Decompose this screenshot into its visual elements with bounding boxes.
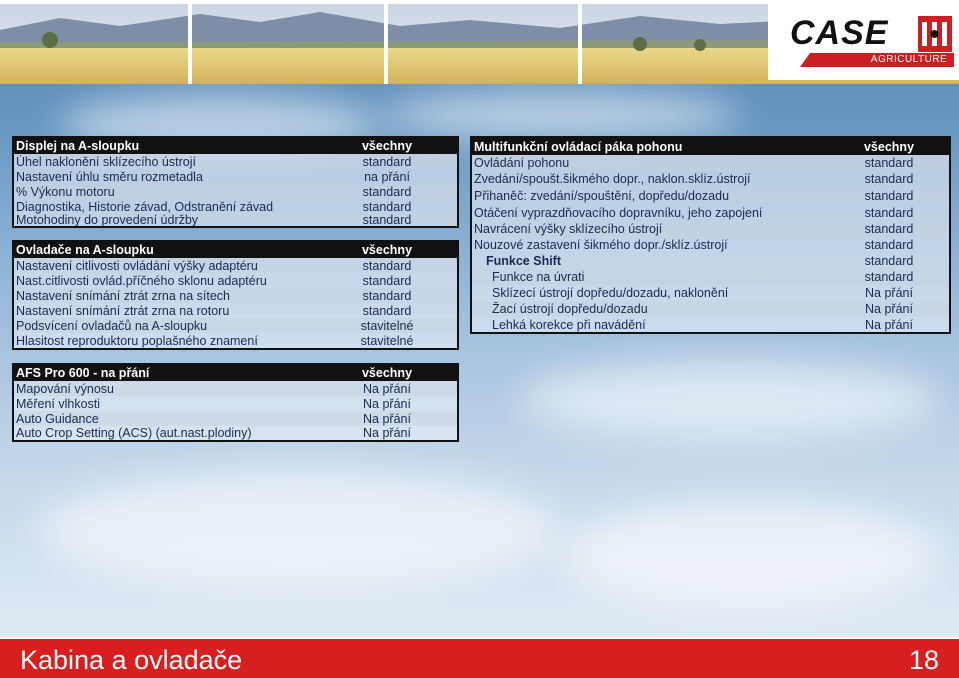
table-row — [472, 171, 949, 187]
row-label: Mapování výnosu — [16, 381, 114, 396]
table-row — [14, 303, 457, 318]
row-value: standard — [864, 172, 914, 186]
row-label: Auto Guidance — [16, 411, 99, 426]
table-row — [14, 199, 457, 214]
table-row — [472, 221, 949, 237]
subheader-value: standard — [864, 254, 914, 268]
case-ih-logo — [768, 4, 959, 80]
row-label: % Výkonu motoru — [16, 184, 115, 199]
row-label: Nastavení snímání ztrát zrna na rotoru — [16, 303, 230, 318]
table-header-value: všechny — [361, 366, 413, 380]
row-label: Podsvícení ovladačů na A-sloupku — [16, 318, 208, 333]
table-row — [14, 169, 457, 184]
table-b-pillar-controls — [12, 240, 459, 350]
logo-stripe-icon — [790, 53, 864, 67]
row-value: standard — [362, 184, 412, 199]
logo-brand-text: CASE — [790, 14, 889, 52]
row-label: Měření vlhkosti — [16, 396, 101, 411]
table-row — [472, 237, 949, 253]
table-header — [472, 138, 949, 155]
row-label: Otáčení vyprazdňovacího dopravníku, jeho zapojení — [474, 205, 763, 220]
row-value: Na přání — [363, 426, 411, 440]
row-label: Nastavení citlivosti ovládání výšky adaptéru — [16, 258, 258, 273]
logo-tagline: AGRICULTURE — [864, 53, 954, 67]
row-value: standard — [362, 199, 412, 214]
row-label: Přihaněč: zvedání/spouštění, dopředu/dozadu — [474, 188, 730, 203]
row-label: Funkce na úvrati — [492, 270, 585, 284]
row-value: Na přání — [865, 317, 913, 332]
table-row — [472, 269, 949, 285]
row-label: Lehká korekce při navádění — [492, 317, 646, 332]
row-label: Hlasitost reproduktoru poplašného znamení — [16, 333, 258, 348]
row-value: Na přání — [363, 411, 411, 426]
row-value: standard — [362, 273, 412, 288]
table-row — [472, 155, 949, 171]
table-row — [14, 396, 457, 411]
cloud — [40, 470, 560, 590]
table-row — [14, 318, 457, 333]
row-value: standard — [362, 213, 412, 227]
cloud — [380, 90, 740, 140]
table-row — [472, 285, 949, 301]
table-header-value: všechny — [361, 243, 413, 257]
row-label: Nastavení úhlu směru rozmetadla — [16, 169, 203, 184]
table-row — [14, 273, 457, 288]
row-value: stavitelné — [360, 333, 414, 348]
row-label: Zvedání/spoušt.šikmého dopr., naklon.sklíz.ústrojí — [474, 172, 751, 186]
cloud — [560, 500, 940, 610]
table-row — [14, 411, 457, 426]
table-row — [472, 204, 949, 221]
table-row — [14, 184, 457, 199]
table-c-afs-pro — [12, 363, 459, 442]
table-row — [14, 426, 457, 440]
row-value: Na přání — [363, 396, 411, 411]
row-value: Na přání — [363, 381, 411, 396]
row-label: Úhel naklonění sklízecího ústrojí — [16, 154, 196, 169]
row-label: Ovládání pohonu — [474, 156, 570, 170]
row-value: Na přání — [865, 286, 913, 300]
row-value: standard — [864, 205, 914, 220]
row-value: standard — [362, 288, 412, 303]
subheader-label: Funkce Shift — [486, 254, 562, 268]
table-header-label: AFS Pro 600 - na přání — [16, 366, 150, 380]
row-label: Nouzové zastavení šikmého dopr./sklíz.ústrojí — [474, 238, 728, 252]
table-d-multifunction-handle — [470, 136, 951, 334]
table-a-pillar-display — [12, 136, 459, 228]
row-label: Auto Crop Setting (ACS) (aut.nast.plodiny) — [16, 426, 252, 440]
row-value: standard — [362, 154, 412, 169]
table-header — [14, 138, 457, 154]
row-label: Sklízecí ústrojí dopředu/dozadu, naklonění — [492, 286, 729, 300]
table-row — [472, 187, 949, 204]
row-value: standard — [864, 188, 914, 203]
table-row — [14, 258, 457, 273]
row-value: standard — [864, 238, 914, 252]
row-value: standard — [864, 156, 914, 170]
page-number: 18 — [908, 645, 939, 675]
table-row — [14, 333, 457, 348]
table-row — [14, 381, 457, 396]
table-row — [472, 301, 949, 317]
row-value: na přání — [364, 169, 410, 184]
row-value: standard — [362, 258, 412, 273]
table-subheader — [472, 253, 949, 269]
cloud — [520, 360, 940, 440]
row-label: Diagnostika, Historie závad, Odstranění závad — [16, 199, 274, 214]
page-title: Kabina a ovladače — [20, 645, 243, 675]
table-row — [14, 214, 457, 226]
ih-logo-icon — [918, 16, 952, 52]
row-label: Žací ústrojí dopředu/dozadu — [492, 302, 648, 316]
table-header-label: Ovladače na A-sloupku — [16, 243, 154, 257]
table-row — [14, 288, 457, 303]
row-label: Nastavení snímání ztrát zrna na sítech — [16, 288, 230, 303]
table-header-label: Displej na A-sloupku — [16, 139, 140, 153]
row-value: standard — [864, 222, 914, 236]
table-header — [14, 242, 457, 258]
row-value: Na přání — [865, 302, 913, 316]
row-value: standard — [864, 270, 914, 284]
table-header-value: všechny — [863, 139, 915, 154]
row-value: standard — [362, 303, 412, 318]
table-row — [472, 317, 949, 332]
table-header — [14, 365, 457, 381]
row-label: Motohodiny do provedení údržby — [16, 213, 199, 227]
table-row — [14, 154, 457, 169]
table-header-label: Multifunkční ovládací páka pohonu — [474, 139, 683, 154]
row-label: Navrácení výšky sklízecího ústrojí — [474, 222, 663, 236]
table-header-value: všechny — [361, 139, 413, 153]
footer-bar — [0, 637, 959, 678]
row-value: stavitelné — [360, 318, 414, 333]
row-label: Nast.citlivosti ovlád.příčného sklonu adaptéru — [16, 273, 267, 288]
